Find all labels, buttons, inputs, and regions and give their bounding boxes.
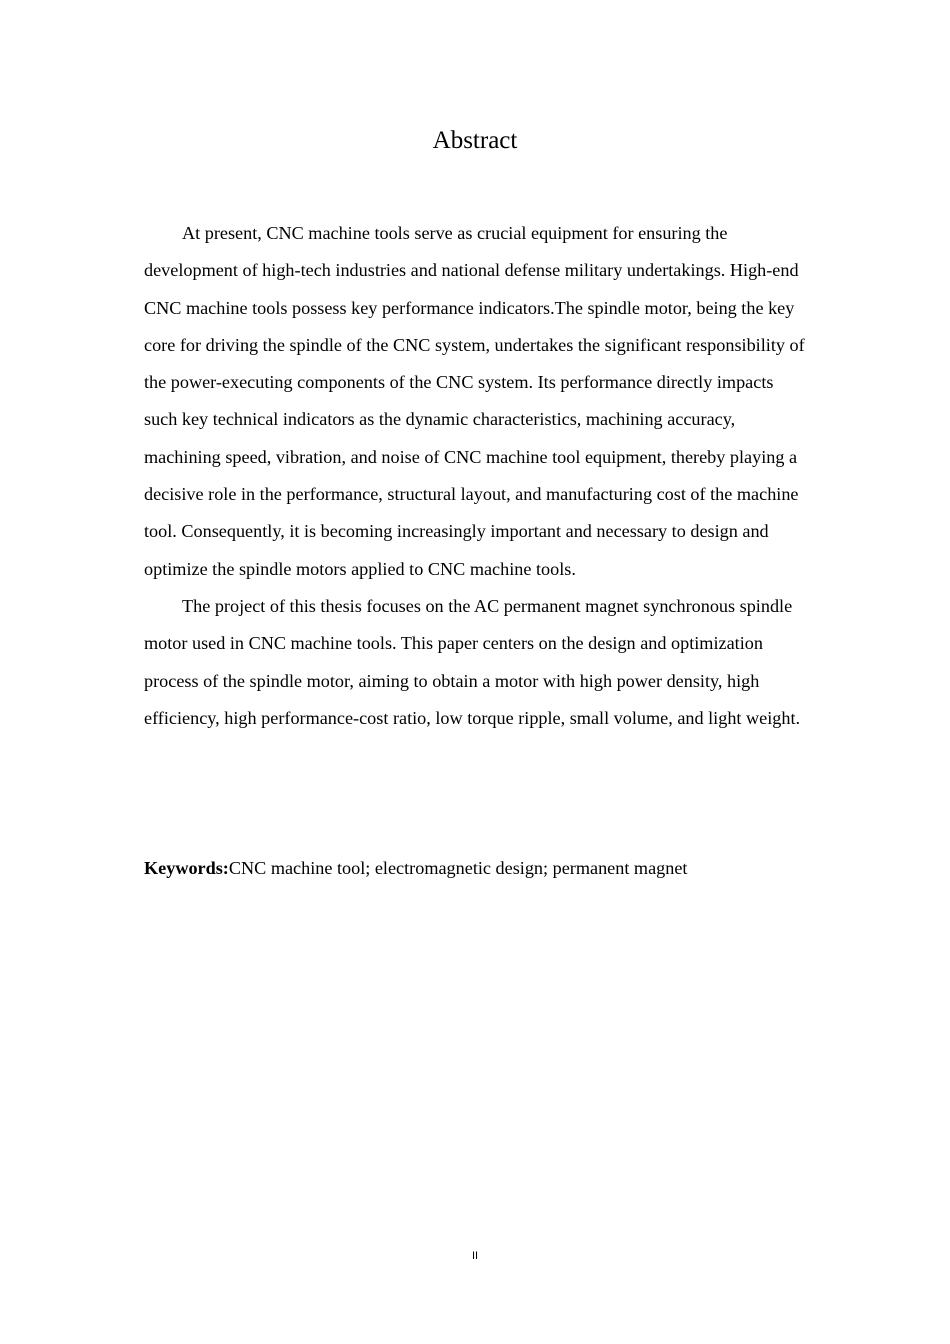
- abstract-paragraph-2: The project of this thesis focuses on the AC permanent magnet synchronous spindle motor used in CNC machine tools. This paper centers on the design and optimization process of the spindle motor, aiming to obtain a motor with high power density, high efficiency, high performance-cost ratio, low torque ripple, small volume, and light weight.: [144, 595, 801, 728]
- keywords-text: CNC machine tool; electromagnetic design; permanent magnet: [228, 858, 688, 878]
- abstract-paragraph-1: At present, CNC machine tools serve as crucial equipment for ensuring the development of high-tech industries and national defense military undertakings. High-end CNC machine tools possess key performance indicators.The spindle motor, being the key core for driving the spindle of the CNC system, undertakes the significant responsibility of the power-executing components of the CNC system. Its performance directly impacts such key technical indicators as the dynamic characteristics, machining accuracy, machining speed, vibration, and noise of CNC machine tool equipment, thereby playing a decisive role in the performance, structural layout, and manufacturing cost of the machine tool. Consequently, it is becoming increasingly important and necessary to design and optimize the spindle motors applied to CNC machine tools.: [144, 223, 805, 579]
- page-number: II: [471, 1250, 479, 1262]
- keywords-line: [144, 850, 810, 887]
- abstract-body: [144, 215, 810, 737]
- abstract-title: Abstract: [432, 127, 518, 154]
- keywords-label: Keywords:: [144, 858, 229, 878]
